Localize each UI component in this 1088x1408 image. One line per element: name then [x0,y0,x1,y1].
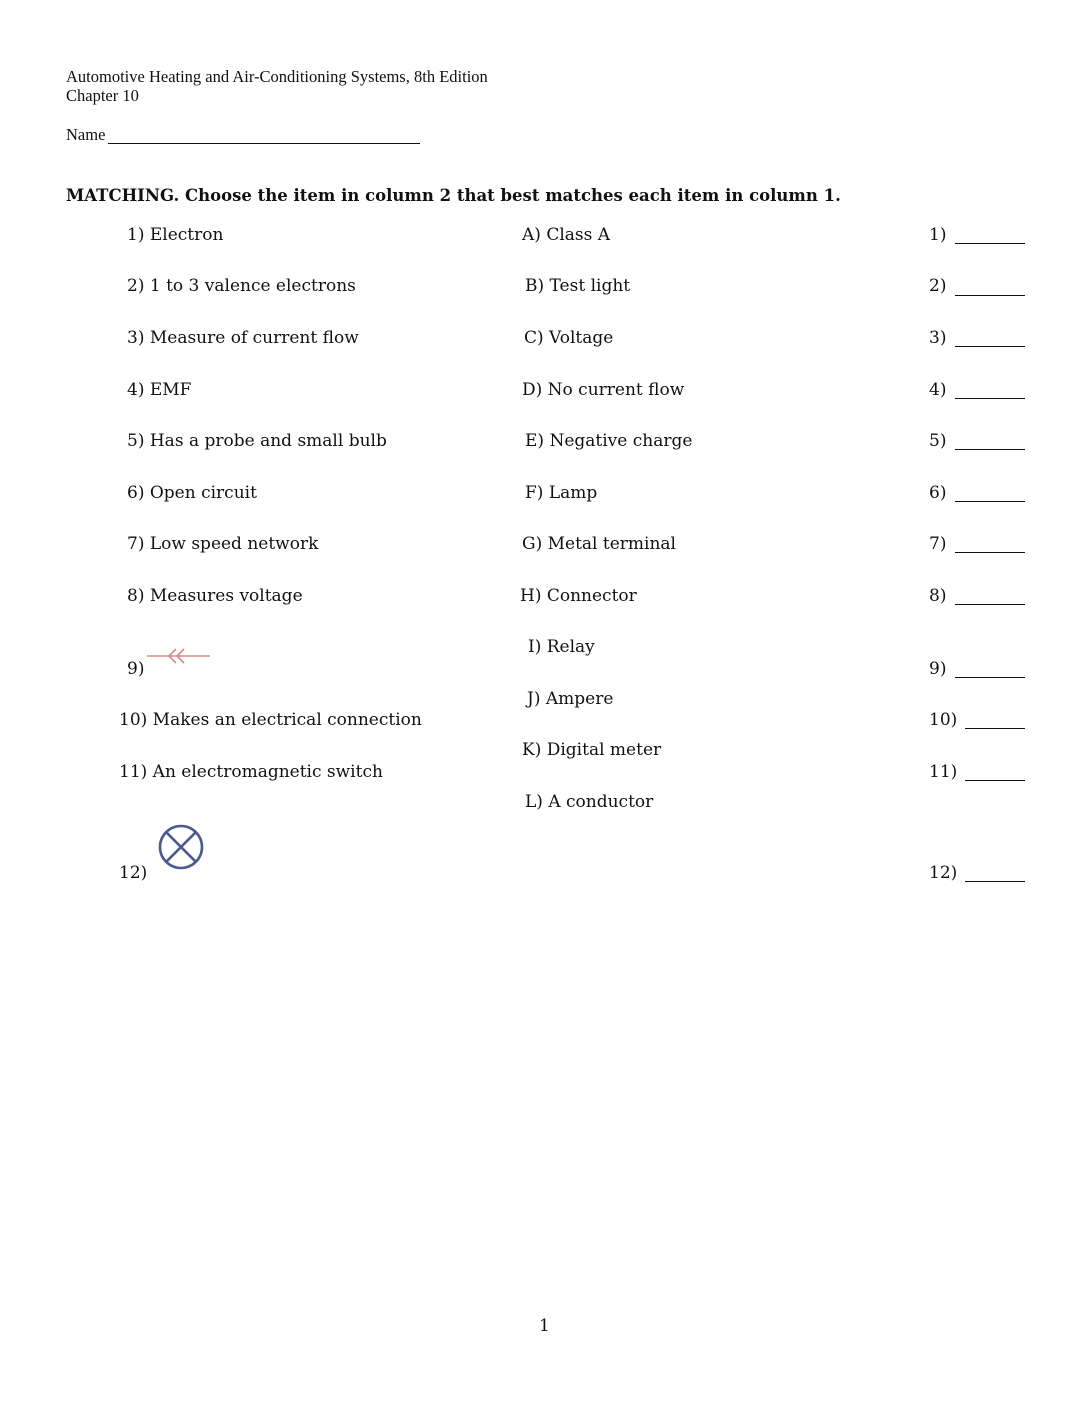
instructions: MATCHING. Choose the item in column 2 that best matches each item in column 1. [66,186,841,205]
column1-item: 7) Low speed network [127,534,319,554]
answer-label: 3) [929,328,947,348]
lamp-symbol-icon [158,824,204,870]
answer-label: 12) [929,863,958,883]
column2-item: C) Voltage [524,328,614,348]
column2-item: H) Connector [520,586,637,606]
column1-item: 12) [119,863,148,883]
column1-item: 3) Measure of current flow [127,328,359,348]
answer-blank[interactable] [965,780,1025,781]
column2-item: D) No current flow [522,380,685,400]
column2-item: E) Negative charge [525,431,693,451]
answer-blank[interactable] [965,881,1025,882]
column2-item: L) A conductor [525,792,654,812]
column2-item: F) Lamp [525,483,598,503]
column1-item: 6) Open circuit [127,483,257,503]
answer-label: 7) [929,534,947,554]
answer-label: 11) [929,762,958,782]
answer-blank[interactable] [955,398,1025,399]
column1-item: 11) An electromagnetic switch [119,762,383,782]
answer-label: 5) [929,431,947,451]
answer-label: 10) [929,710,958,730]
column1-item: 8) Measures voltage [127,586,303,606]
column2-item: J) Ampere [527,689,614,709]
column2-item: G) Metal terminal [522,534,676,554]
column1-item: 9) [127,659,145,679]
column1-item: 5) Has a probe and small bulb [127,431,387,451]
name-label: Name [66,125,106,144]
arrow-symbol-icon [146,646,212,666]
chapter-label: Chapter 10 [66,86,139,105]
column2-item: K) Digital meter [522,740,662,760]
column2-item: A) Class A [522,225,611,245]
answer-blank[interactable] [955,449,1025,450]
column1-item: 2) 1 to 3 valence electrons [127,276,356,296]
column2-item: B) Test light [525,276,631,296]
answer-label: 1) [929,225,947,245]
answer-blank[interactable] [955,346,1025,347]
answer-label: 6) [929,483,947,503]
answer-label: 8) [929,586,947,606]
column1-item: 4) EMF [127,380,192,400]
answer-blank[interactable] [955,552,1025,553]
answer-blank[interactable] [965,728,1025,729]
column2-item: I) Relay [528,637,595,657]
answer-label: 4) [929,380,947,400]
page-number: 1 [539,1316,550,1336]
answer-blank[interactable] [955,677,1025,678]
answer-label: 2) [929,276,947,296]
answer-blank[interactable] [955,243,1025,244]
answer-blank[interactable] [955,604,1025,605]
column1-item: 1) Electron [127,225,224,245]
column1-item: 10) Makes an electrical connection [119,710,422,730]
answer-blank[interactable] [955,295,1025,296]
book-title: Automotive Heating and Air-Conditioning Systems, 8th Edition [66,67,488,86]
answer-label: 9) [929,659,947,679]
answer-blank[interactable] [955,501,1025,502]
name-field[interactable] [108,143,420,144]
